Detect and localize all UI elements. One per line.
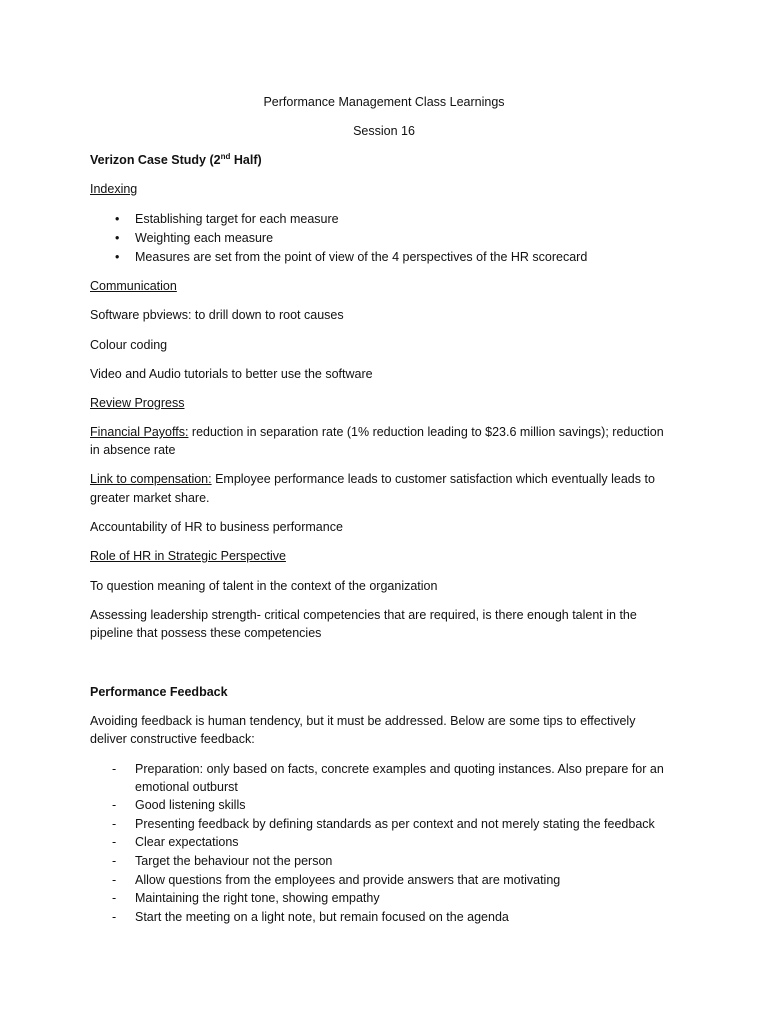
list-item: - Good listening skills [112, 798, 246, 812]
communication-p1: Software pbviews: to drill down to root causes [90, 308, 344, 322]
financial-payoffs-line-2: in absence rate [90, 443, 176, 457]
doc-title: Performance Management Class Learnings [263, 95, 505, 109]
bullet-icon: • [115, 231, 120, 245]
link-compensation-line-2: greater market share. [90, 491, 210, 505]
feedback-intro-line-2: deliver constructive feedback: [90, 732, 255, 746]
feedback-tips-list [90, 760, 690, 927]
role-p1: To question meaning of talent in the context of the organization [90, 579, 438, 593]
case-study-heading: Verizon Case Study (2nd Half) [90, 151, 262, 167]
dash-marker: - [112, 891, 117, 906]
list-item: - Allow questions from the employees and provide answers that are motivating [112, 872, 561, 887]
accountability-text: Accountability of HR to business performance [90, 520, 343, 534]
list-item: • Measures are set from the point of view of the 4 perspectives of the HR scorecard [115, 250, 588, 264]
list-item: - Clear expectations [112, 835, 239, 850]
feedback-intro-line-1: Avoiding feedback is human tendency, but it must be addressed. Below are some tips to effectively [90, 714, 636, 728]
bullet-icon: • [115, 212, 120, 226]
list-item: - Target the behaviour not the person [112, 854, 333, 869]
list-item: - Preparation: only based on facts, concrete examples and quoting instances. Also prepare for an emotional outburst [112, 762, 664, 794]
indexing-heading: Indexing [90, 182, 138, 196]
communication-heading: Communication [90, 279, 177, 293]
list-item: - Presenting feedback by defining standards as per context and not merely stating the feedback [112, 816, 655, 831]
list-item: • Weighting each measure [115, 231, 274, 245]
list-item: - Start the meeting on a light note, but remain focused on the agenda [112, 910, 509, 925]
role-heading: Role of HR in Strategic Perspective [90, 549, 286, 563]
indexing-list [90, 210, 690, 267]
feedback-heading: Performance Feedback [90, 685, 228, 699]
list-item: - Maintaining the right tone, showing empathy [112, 891, 380, 906]
dash-marker: - [112, 872, 117, 887]
link-compensation-line-1: Link to compensation: Employee performance leads to customer satisfaction which eventually leads to [90, 472, 655, 486]
review-heading: Review Progress [90, 396, 185, 410]
bullet-icon: • [115, 250, 120, 264]
dash-marker: - [112, 798, 117, 812]
role-p2-line-2: pipeline that possess these competencies [90, 626, 322, 640]
session-label: Session 16 [353, 124, 415, 138]
dash-marker: - [112, 835, 117, 850]
list-item: • Establishing target for each measure [115, 212, 339, 226]
dash-marker: - [112, 816, 117, 831]
dash-marker: - [112, 854, 117, 869]
financial-payoffs-line-1: Financial Payoffs: reduction in separation rate (1% reduction leading to $23.6 million savings); reduction [90, 425, 664, 439]
communication-p2: Colour coding [90, 338, 168, 352]
dash-marker: - [112, 910, 117, 925]
role-p2-line-1: Assessing leadership strength- critical competencies that are required, is there enough talent in the [90, 608, 637, 622]
communication-p3: Video and Audio tutorials to better use the software [90, 367, 373, 381]
dash-marker: - [112, 762, 117, 776]
